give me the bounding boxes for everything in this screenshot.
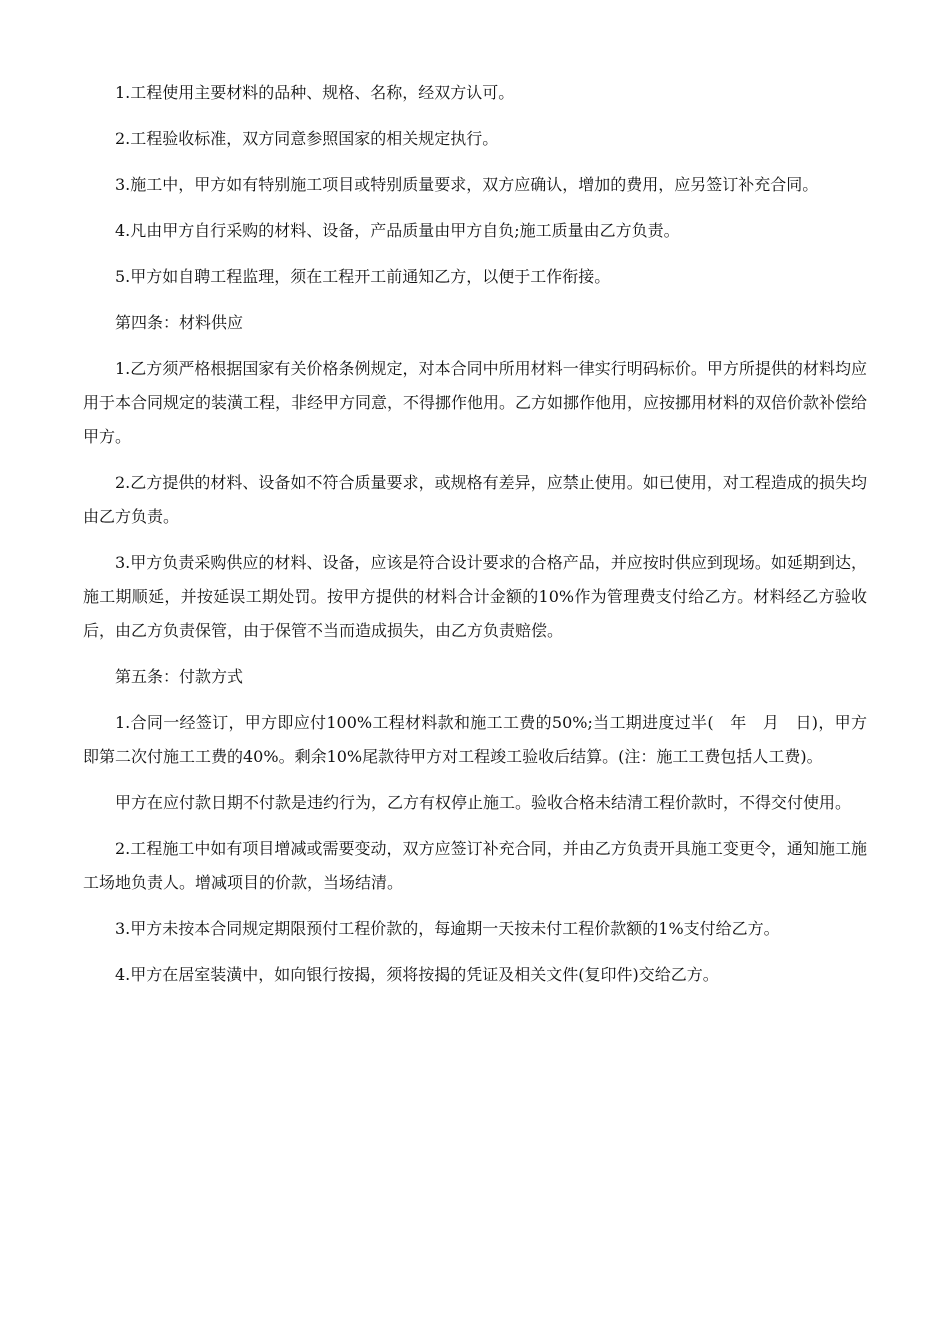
clause-3-item-3: 3.施工中，甲方如有特别施工项目或特别质量要求，双方应确认，增加的费用，应另签订补充合同。: [115, 175, 819, 194]
clause-5-item-4: 4.甲方在居室装潢中，如向银行按揭，须将按揭的凭证及相关文件(复印件)交给乙方。: [115, 965, 719, 984]
clause-5-note: 甲方在应付款日期不付款是违约行为，乙方有权停止施工。验收合格未结清工程价款时，不得交付使用。: [115, 793, 852, 812]
clause-3-item-4: 4.凡由甲方自行采购的材料、设备，产品质量由甲方自负;施工质量由乙方负责。: [115, 221, 680, 240]
clause-5-item-1: 1.合同一经签订，甲方即应付100%工程材料款和施工工费的50%;当工期进度过半( 年 月 日)，甲方即第二次付施工工费的40%。剩余10%尾款待甲方对工程竣工验收后结算。(注：施工工费包括人工费)。: [83, 713, 867, 766]
clause-5-item-2: 2.工程施工中如有项目增减或需要变动，双方应签订补充合同，并由乙方负责开具施工变更令，通知施工施工场地负责人。增减项目的价款，当场结清。: [83, 839, 867, 892]
clause-3-item-5: 5.甲方如自聘工程监理，须在工程开工前通知乙方，以便于工作衔接。: [115, 267, 611, 286]
clause-4-item-1: 1.乙方须严格根据国家有关价格条例规定，对本合同中所用材料一律实行明码标价。甲方所提供的材料均应用于本合同规定的装潢工程，非经甲方同意，不得挪作他用。乙方如挪作他用，应按挪用材料的双倍价款补偿给甲方。: [83, 359, 868, 446]
clause-4-item-3: 3.甲方负责采购供应的材料、设备，应该是符合设计要求的合格产品，并应按时供应到现场。如延期到达，施工期顺延，并按延误工期处罚。按甲方提供的材料合计金额的10%作为管理费支付给乙方。材料经乙方验收后，由乙方负责保管，由于保管不当而造成损失，由乙方负责赔偿。: [83, 553, 867, 640]
clause-3-item-1: 1.工程使用主要材料的品种、规格、名称，经双方认可。: [115, 83, 515, 102]
clause-3-item-2: 2.工程验收标准，双方同意参照国家的相关规定执行。: [115, 129, 499, 148]
section-heading-article-5: 第五条：付款方式: [115, 667, 244, 686]
clause-5-item-3: 3.甲方未按本合同规定期限预付工程价款的，每逾期一天按未付工程价款额的1%支付给乙方。: [115, 919, 780, 938]
document-page: [83, 76, 867, 1004]
section-heading-article-4: 第四条：材料供应: [115, 313, 244, 332]
clause-4-item-2: 2.乙方提供的材料、设备如不符合质量要求，或规格有差异，应禁止使用。如已使用，对工程造成的损失均由乙方负责。: [83, 473, 867, 526]
